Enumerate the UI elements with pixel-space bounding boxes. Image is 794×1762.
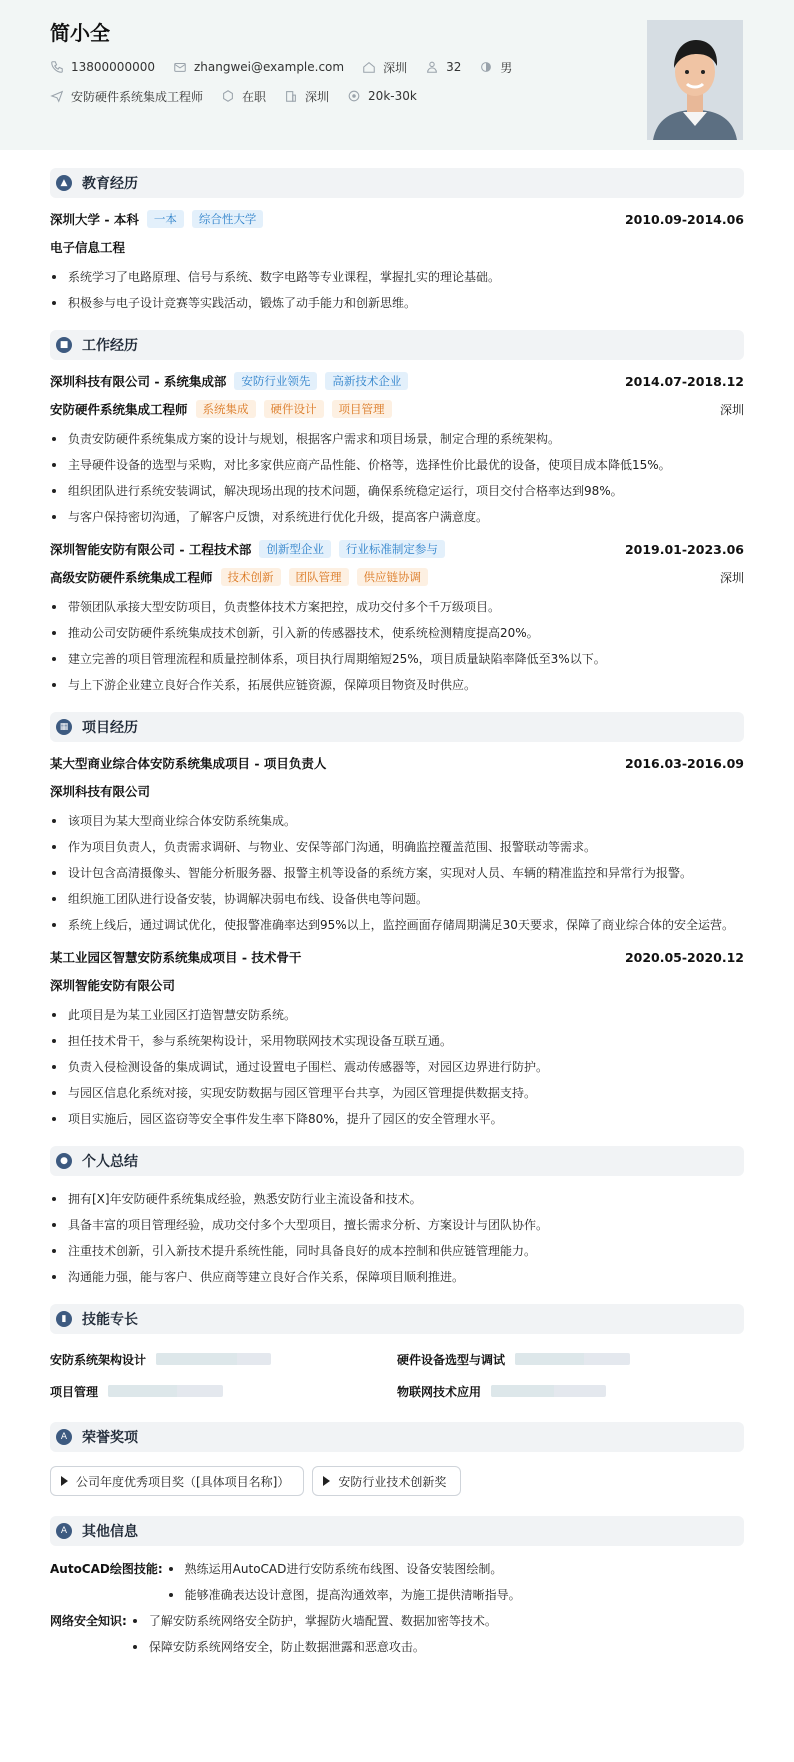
mail-icon (173, 60, 187, 74)
education-heading-left (50, 210, 263, 228)
list-item: 该项目为某大型商业综合体安防系统集成。 (50, 808, 744, 834)
projects-section (50, 712, 744, 1132)
summary-section (50, 1146, 744, 1290)
briefcase-icon: ■ (56, 337, 72, 353)
section-title: 荣誉奖项 (82, 1430, 138, 1446)
role-left (50, 400, 392, 418)
project-title-row (50, 946, 744, 968)
skill-name: 项目管理 (50, 1384, 99, 1399)
play-icon (323, 1476, 330, 1486)
awards-section (50, 1422, 744, 1502)
summary-header (50, 1146, 744, 1176)
list-item: 注重技术创新，引入新技术提升系统性能，同时具备良好的成本控制和供应链管理能力。 (50, 1238, 744, 1264)
resume-header (0, 0, 794, 150)
phone-value: 13800000000 (71, 60, 155, 74)
list-item: 拥有[X]年安防硬件系统集成经验，熟悉安防行业主流设备和技术。 (50, 1186, 744, 1212)
awards-header (50, 1422, 744, 1452)
school-tag: 一本 (147, 210, 184, 228)
company-tag: 安防行业领先 (234, 372, 317, 390)
education-section (50, 168, 744, 316)
major: 电子信息工程 (50, 240, 126, 255)
work-header (50, 330, 744, 360)
list-item: 带领团队承接大型安防项目，负责整体技术方案把控，成功交付多个千万级项目。 (50, 594, 744, 620)
list-item: 与上下游企业建立良好合作关系，拓展供应链资源，保障项目物资及时供应。 (50, 672, 744, 698)
building-icon (284, 89, 298, 103)
projects-header (50, 712, 744, 742)
list-item: 具备丰富的项目管理经验，成功交付多个大型项目，擅长需求分析、方案设计与团队协作。 (50, 1212, 744, 1238)
role-row (50, 566, 744, 588)
skill-bar (156, 1353, 271, 1365)
other-label: 网络安全知识: (50, 1614, 127, 1628)
list-item: 沟通能力强，能与客户、供应商等建立良好合作关系，保障项目顺利推进。 (50, 1264, 744, 1290)
salary-value: 20k-30k (368, 89, 417, 103)
other-bullets (167, 1556, 521, 1608)
education-entry (50, 208, 744, 316)
email-value: zhangwei@example.com (193, 60, 345, 74)
skill-item (397, 1348, 744, 1370)
age-item (425, 60, 461, 74)
project-bullets (50, 808, 744, 938)
gender-item (479, 59, 512, 76)
list-item: 推动公司安防硬件系统集成技术创新，引入新的传感器技术，使系统检测精度提高20%。 (50, 620, 744, 646)
project-title: 某大型商业综合体安防系统集成项目 - 项目负责人 (50, 756, 327, 771)
home-icon (362, 60, 376, 74)
education-bullets (50, 264, 744, 316)
hexagon-icon (221, 89, 235, 103)
avatar-illustration (647, 20, 743, 140)
company-tag: 高新技术企业 (325, 372, 408, 390)
award-name: 公司年度优秀项目奖（[具体项目名称]） (76, 1474, 290, 1489)
skill-name: 硬件设备选型与调试 (397, 1352, 506, 1367)
role-tag: 技术创新 (221, 568, 281, 586)
work-city: 深圳 (719, 402, 744, 417)
job-title: 高级安防硬件系统集成工程师 (50, 570, 213, 585)
skill-name: 物联网技术应用 (397, 1384, 482, 1399)
section-title: 技能专长 (82, 1312, 138, 1328)
work-entry (50, 538, 744, 698)
role-left (50, 568, 428, 586)
list-item: 作为项目负责人，负责需求调研、与物业、安保等部门沟通，明确监控覆盖范围、报警联动等需求。 (50, 834, 744, 860)
project-entry (50, 946, 744, 1132)
target-city-value: 深圳 (305, 89, 330, 104)
school-tag: 综合性大学 (192, 210, 264, 228)
section-title: 个人总结 (82, 1154, 138, 1170)
person-icon (425, 60, 439, 74)
work-bullets (50, 426, 744, 530)
skill-bar (108, 1385, 223, 1397)
user-icon: ● (56, 1153, 72, 1169)
company-tag: 创新型企业 (259, 540, 331, 558)
company-name: 深圳智能安防有限公司 - 工程技术部 (50, 542, 252, 557)
skills-section (50, 1304, 744, 1408)
graduation-cap-icon: ▲ (56, 175, 72, 191)
skill-item (397, 1380, 744, 1402)
list-item: 负责安防硬件系统集成方案的设计与规划，根据客户需求和项目场景，制定合理的系统架构。 (50, 426, 744, 452)
award-name: 安防行业技术创新奖 (338, 1474, 447, 1489)
awards-list (50, 1462, 744, 1502)
role-tag: 硬件设计 (264, 400, 324, 418)
status-item (221, 88, 266, 105)
other-label: AutoCAD绘图技能: (50, 1562, 163, 1576)
email-item (173, 60, 344, 74)
list-item: 设计包含高清摄像头、智能分析服务器、报警主机等设备的系统方案，实现对人员、车辆的精准监控和异常行为报警。 (50, 860, 744, 886)
list-item: 保障安防系统网络安全，防止数据泄露和恶意攻击。 (131, 1634, 497, 1660)
project-company-row (50, 974, 744, 996)
project-date: 2016.03-2016.09 (624, 755, 744, 771)
list-item: 系统上线后，通过调试优化，使报警准确率达到95%以上，监控画面存储周期满足30天要求，保障了商业综合体的安全运营。 (50, 912, 744, 938)
project-date: 2020.05-2020.12 (624, 949, 744, 965)
list-item: 系统学习了电路原理、信号与系统、数字电路等专业课程，掌握扎实的理论基础。 (50, 264, 744, 290)
skill-level-fill (156, 1353, 237, 1365)
skill-bar (515, 1353, 630, 1365)
section-title: 教育经历 (82, 176, 138, 192)
company-left (50, 372, 408, 390)
list-item: 与客户保持密切沟通，了解客户反馈，对系统进行优化升级，提高客户满意度。 (50, 504, 744, 530)
award-chip (50, 1466, 304, 1496)
list-item: 能够准确表达设计意图，提高沟通效率，为施工提供清晰指导。 (167, 1582, 521, 1608)
role-row (50, 398, 744, 420)
company-name: 深圳科技有限公司 - 系统集成部 (50, 374, 227, 389)
location-value: 深圳 (383, 60, 408, 75)
phone-icon (50, 60, 64, 74)
list-item: 建立完善的项目管理流程和质量控制体系，项目执行周期缩短25%，项目质量缺陷率降低至3%以下。 (50, 646, 744, 672)
skill-name: 安防系统架构设计 (50, 1352, 147, 1367)
other-header (50, 1516, 744, 1546)
work-section (50, 330, 744, 698)
project-bullets (50, 1002, 744, 1132)
skill-bar (491, 1385, 606, 1397)
other-section (50, 1516, 744, 1660)
award-icon: A (56, 1429, 72, 1445)
list-item: 组织团队进行系统安装调试，解决现场出现的技术问题，确保系统稳定运行，项目交付合格率达到98%。 (50, 478, 744, 504)
education-header (50, 168, 744, 198)
award-chip (312, 1466, 461, 1496)
list-item: 积极参与电子设计竞赛等实践活动，锻炼了动手能力和创新思维。 (50, 290, 744, 316)
profile-photo (647, 20, 743, 140)
skills-grid (50, 1344, 744, 1408)
resume-body (0, 150, 794, 1660)
gender-icon (479, 60, 493, 74)
project-company: 深圳智能安防有限公司 (50, 978, 176, 993)
city-item (284, 88, 329, 105)
company-tag: 行业标准制定参与 (339, 540, 445, 558)
contact-row (50, 57, 744, 77)
send-icon (50, 89, 64, 103)
company-left (50, 540, 445, 558)
job-intent-row (50, 86, 744, 106)
section-title: 其他信息 (82, 1524, 138, 1540)
list-item: 项目实施后，园区盗窃等安全事件发生率下降80%，提升了园区的安全管理水平。 (50, 1106, 744, 1132)
project-company-row (50, 780, 744, 802)
list-item: 此项目是为某工业园区打造智慧安防系统。 (50, 1002, 744, 1028)
work-date: 2019.01-2023.06 (624, 541, 744, 557)
list-item: 担任技术骨干，参与系统架构设计，采用物联网技术实现设备互联互通。 (50, 1028, 744, 1054)
skills-header (50, 1304, 744, 1334)
target-role-value: 安防硬件系统集成工程师 (71, 89, 204, 104)
project-company: 深圳科技有限公司 (50, 784, 151, 799)
education-heading-row (50, 208, 744, 230)
work-date: 2014.07-2018.12 (624, 373, 744, 389)
list-item: 熟练运用AutoCAD进行安防系统布线图、设备安装图绘制。 (167, 1556, 521, 1582)
role-tag: 项目管理 (332, 400, 392, 418)
education-date: 2010.09-2014.06 (624, 211, 744, 227)
skill-item (50, 1380, 397, 1402)
project-title-row (50, 752, 744, 774)
list-item: 了解安防系统网络安全防护，掌握防火墙配置、数据加密等技术。 (131, 1608, 497, 1634)
skill-level-fill (491, 1385, 554, 1397)
location-item (362, 59, 407, 76)
play-icon (61, 1476, 68, 1486)
phone-item (50, 60, 155, 74)
work-city: 深圳 (719, 570, 744, 585)
role-tag: 供应链协调 (357, 568, 429, 586)
skill-level-fill (108, 1385, 177, 1397)
skill-item (50, 1348, 397, 1370)
candidate-name: 简小全 (50, 21, 110, 45)
work-bullets (50, 594, 744, 698)
coin-icon (347, 89, 361, 103)
age-value: 32 (446, 60, 462, 74)
work-entry (50, 370, 744, 530)
bar-chart-icon: ▮ (56, 1311, 72, 1327)
project-entry (50, 752, 744, 938)
gender-value: 男 (500, 60, 513, 75)
role-tag: 系统集成 (196, 400, 256, 418)
role-tag: 团队管理 (289, 568, 349, 586)
project-title: 某工业园区智慧安防系统集成项目 - 技术骨干 (50, 950, 302, 965)
major-row (50, 236, 744, 258)
other-bullets (131, 1608, 497, 1660)
status-value: 在职 (242, 89, 267, 104)
info-icon: A (56, 1523, 72, 1539)
grid-icon: ▦ (56, 719, 72, 735)
other-entry (50, 1608, 744, 1660)
school-name: 深圳大学 - 本科 (50, 212, 139, 227)
section-title: 项目经历 (82, 720, 138, 736)
salary-item (347, 89, 417, 103)
company-row (50, 538, 744, 560)
role-item (50, 88, 203, 105)
skill-level-fill (515, 1353, 584, 1365)
other-entry (50, 1556, 744, 1608)
list-item: 组织施工团队进行设备安装，协调解决弱电布线、设备供电等问题。 (50, 886, 744, 912)
list-item: 负责入侵检测设备的集成调试，通过设置电子围栏、震动传感器等，对园区边界进行防护。 (50, 1054, 744, 1080)
list-item: 主导硬件设备的选型与采购，对比多家供应商产品性能、价格等，选择性价比最优的设备，使项目成本降低15%。 (50, 452, 744, 478)
company-row (50, 370, 744, 392)
job-title: 安防硬件系统集成工程师 (50, 402, 188, 417)
section-title: 工作经历 (82, 338, 138, 354)
list-item: 与园区信息化系统对接，实现安防数据与园区管理平台共享，为园区管理提供数据支持。 (50, 1080, 744, 1106)
summary-bullets (50, 1186, 744, 1290)
